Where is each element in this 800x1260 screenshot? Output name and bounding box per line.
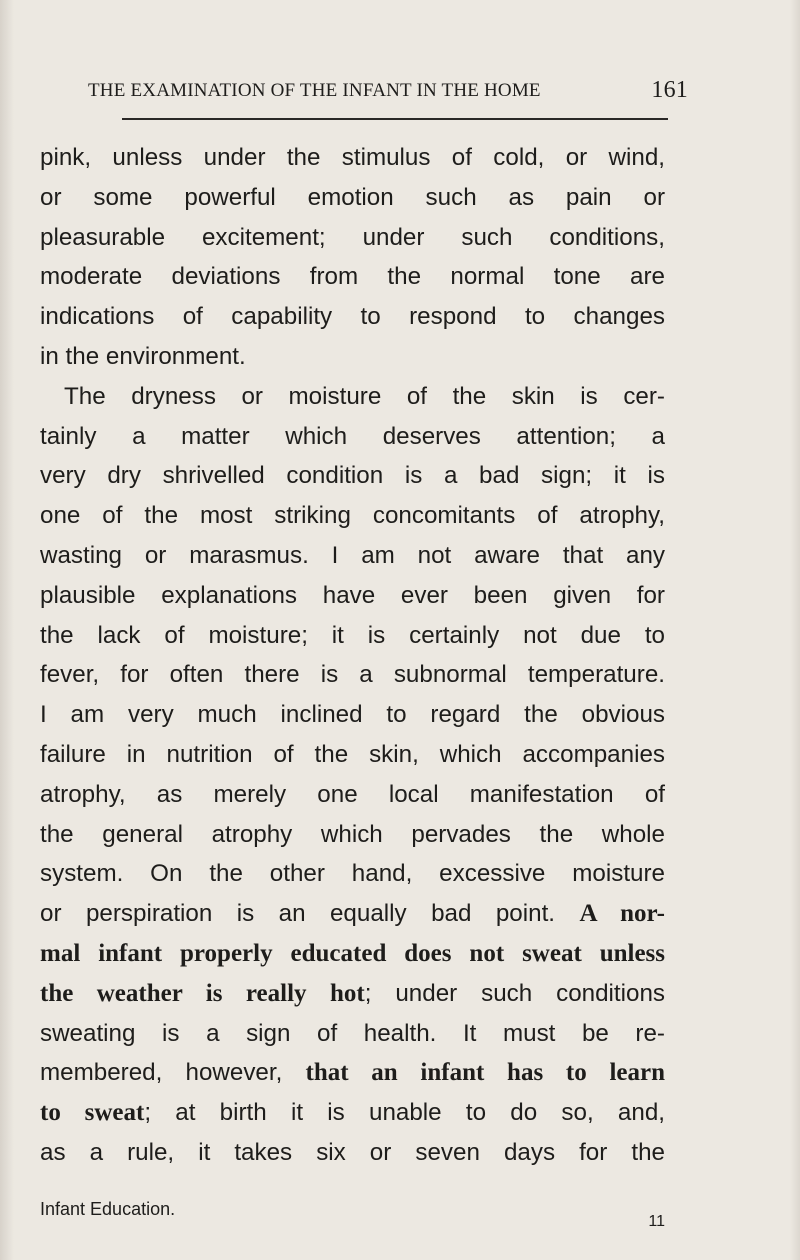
text-segment: in the environment. [40, 342, 246, 370]
page-edge-shadow-left [0, 0, 14, 1260]
text-line [40, 894, 665, 934]
text-line [40, 218, 665, 258]
text-line [40, 974, 665, 1014]
text-line [40, 735, 665, 775]
header-rule [122, 118, 668, 120]
bold-text-segment: to sweat [40, 1099, 145, 1127]
text-segment: wasting or marasmus. I am not aware that any [40, 541, 665, 569]
text-line [40, 1133, 665, 1173]
page-number: 161 [651, 77, 688, 103]
text-line [40, 536, 665, 576]
text-segment: or some powerful emotion such as pain or [40, 183, 665, 211]
text-line [40, 854, 665, 894]
text-segment: The dryness or moisture of the skin is cer- [64, 382, 665, 410]
text-line [40, 257, 665, 297]
text-segment: moderate deviations from the normal tone are [40, 263, 665, 291]
text-line [40, 655, 665, 695]
text-line [40, 775, 665, 815]
signature-title: Infant Education. [40, 1199, 176, 1219]
signature-mark: 11 [648, 1213, 665, 1230]
text-line [40, 1053, 665, 1093]
text-line [40, 1014, 665, 1054]
text-segment: I am very much inclined to regard the obvious [40, 701, 665, 729]
text-segment: pink, unless under the stimulus of cold, or wind, [40, 144, 665, 171]
text-segment: indications of capability to respond to changes [40, 303, 665, 331]
text-line [40, 815, 665, 855]
text-segment: failure in nutrition of the skin, which accompanies [40, 740, 665, 768]
text-segment: plausible explanations have ever been given for [40, 581, 665, 609]
text-line [40, 297, 665, 337]
text-line [40, 695, 665, 735]
text-segment: ; under such conditions [364, 979, 666, 1007]
text-line [40, 456, 665, 496]
text-segment: fever, for often there is a subnormal temperature. [40, 661, 665, 689]
text-line [40, 1093, 665, 1133]
text-line [40, 417, 665, 457]
text-segment: ; at birth it is unable to do so, and, [144, 1099, 666, 1127]
text-line [40, 616, 665, 656]
bold-text-segment: A nor- [579, 900, 665, 928]
text-segment: the lack of moisture; it is certainly not due to [40, 621, 665, 649]
text-line [40, 377, 665, 417]
body-text [40, 138, 665, 1173]
text-line [40, 576, 665, 616]
bold-text-segment: mal infant properly educated does not sweat unless [40, 939, 665, 967]
text-segment: pleasurable excitement; under such conditions, [40, 223, 665, 251]
text-line [40, 337, 665, 377]
text-line [40, 138, 665, 178]
text-line [40, 934, 665, 974]
running-head [88, 77, 688, 103]
text-segment: or perspiration is an equally bad point. [40, 900, 580, 928]
text-segment: very dry shrivelled condition is a bad sign; it is [40, 462, 665, 490]
text-segment: atrophy, as merely one local manifestation of [40, 780, 665, 808]
text-line [40, 178, 665, 218]
signature-line [40, 1199, 665, 1229]
text-segment: membered, however, [40, 1059, 306, 1087]
page-edge-shadow-right [790, 0, 800, 1260]
text-line [40, 496, 665, 536]
text-segment: tainly a matter which deserves attention; a [40, 422, 665, 450]
running-head-title: THE EXAMINATION OF THE INFANT IN THE HOME [88, 80, 541, 101]
text-segment: as a rule, it takes six or seven days for the [40, 1138, 665, 1166]
text-segment: sweating is a sign of health. It must be re- [40, 1019, 665, 1047]
text-segment: one of the most striking concomitants of atrophy, [40, 502, 665, 530]
text-segment: the general atrophy which pervades the whole [40, 820, 665, 848]
bold-text-segment: that an infant has to learn [305, 1059, 665, 1087]
text-segment: system. On the other hand, excessive moisture [40, 860, 665, 888]
bold-text-segment: the weather is really hot [40, 979, 365, 1007]
